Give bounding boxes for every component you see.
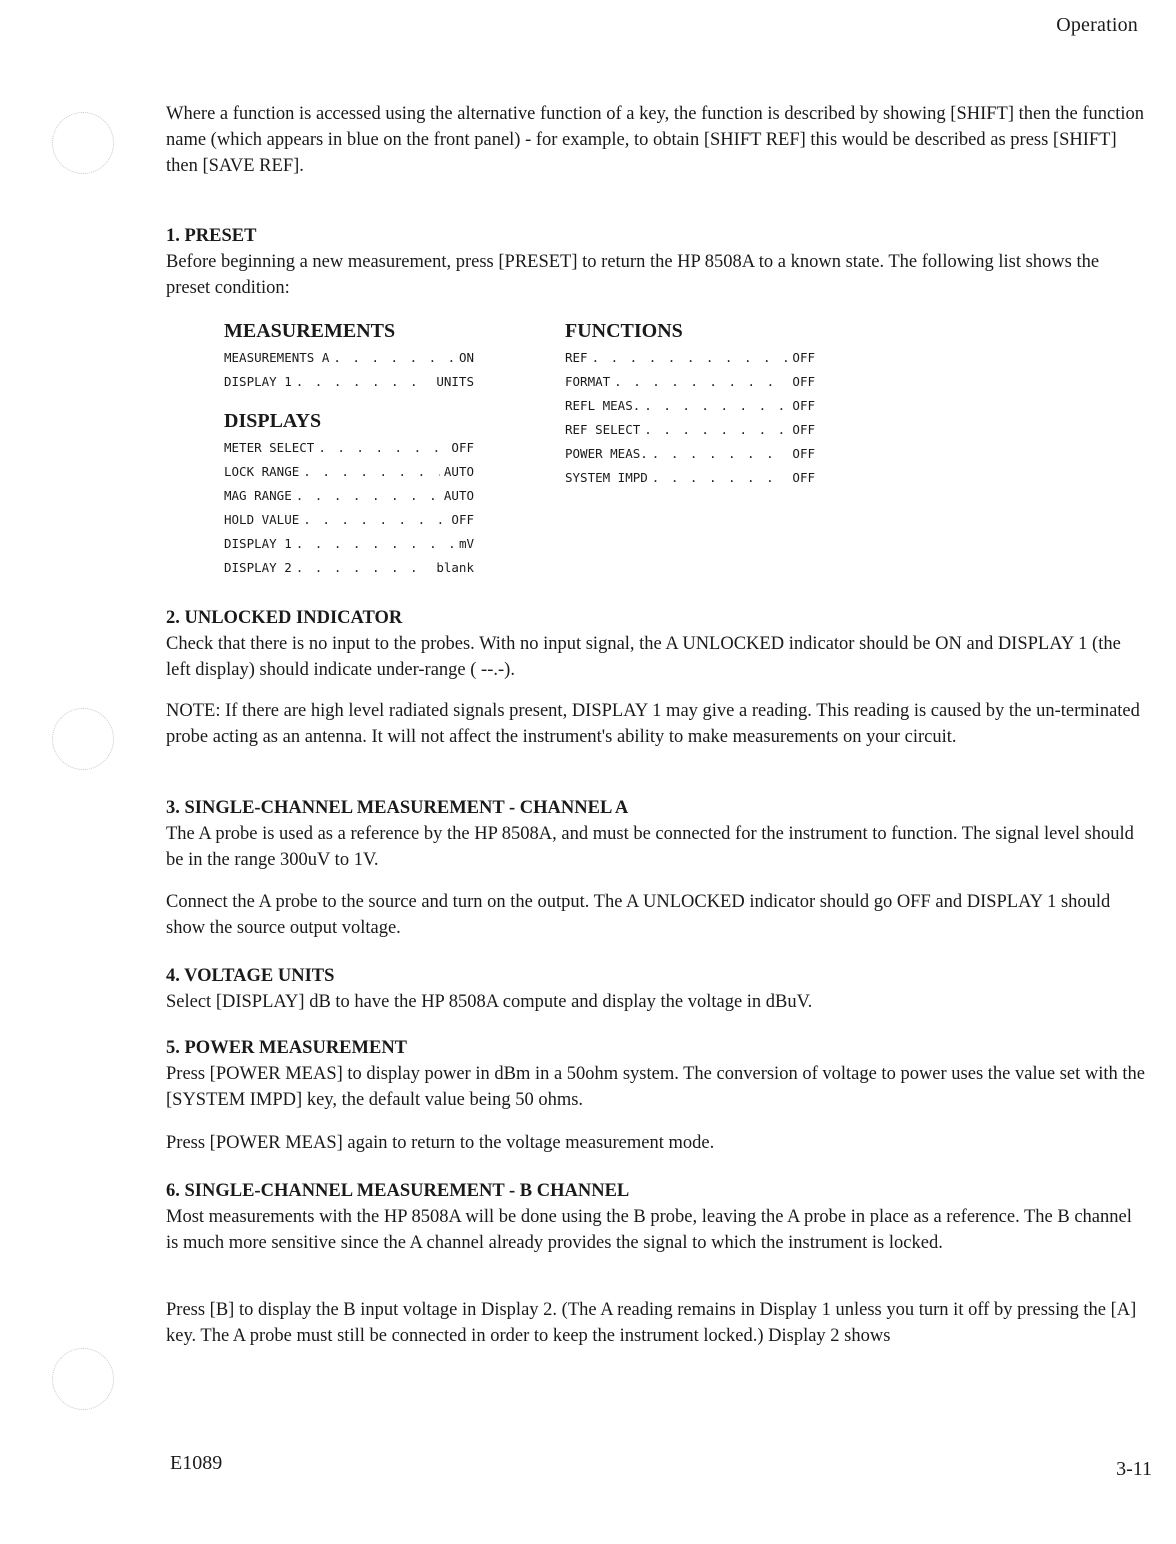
preset-entry (224, 436, 474, 460)
entry-name: POWER MEAS. (565, 446, 648, 461)
preset-entry (565, 442, 815, 466)
entry-name: REF (565, 350, 588, 365)
section-body: Press [B] to display the B input voltage in Display 2. (The A reading remains in Display 1 unless you turn it off by pressing the [A] key. The A probe must still be connected in order to keep the instrument locked.) Display 2 shows (166, 1300, 1137, 1346)
preset-entry (224, 508, 474, 532)
entry-value: mV (458, 536, 474, 551)
section-body: Select [DISPLAY] dB to have the HP 8508A compute and display the voltage in dBuV. (166, 992, 813, 1012)
section-channel-b (166, 1178, 1146, 1256)
binder-hole (52, 708, 114, 770)
section-title: 1. PRESET (166, 226, 257, 246)
section-unlocked-indicator (166, 605, 1146, 683)
entry-value: OFF (451, 440, 474, 455)
entry-value: AUTO (443, 488, 474, 503)
preset-entry (565, 370, 815, 394)
preset-entry (224, 532, 474, 556)
preset-entry (224, 370, 474, 394)
entry-name: LOCK RANGE (224, 464, 300, 479)
section-body: Check that there is no input to the probes. With no input signal, the A UNLOCKED indicator should be ON and DISPLAY 1 (the left display) should indicate under-range ( --.-). (166, 634, 1121, 680)
entry-value: OFF (792, 446, 815, 461)
section-body: The A probe is used as a reference by the HP 8508A, and must be connected for the instrument to function. The signal level should be in the range 300uV to 1V. (166, 824, 1134, 870)
section-voltage-units (166, 963, 1146, 1015)
section-title: 5. POWER MEASUREMENT (166, 1038, 408, 1058)
section-power-measurement (166, 1035, 1146, 1113)
entry-value: OFF (792, 470, 815, 485)
section-body: Press [POWER MEAS] again to return to the voltage measurement mode. (166, 1133, 715, 1153)
entry-value: UNITS (436, 374, 474, 389)
running-header: Operation (1056, 14, 1138, 36)
entry-name: REF SELECT (565, 422, 641, 437)
entry-name: DISPLAY 2 (224, 560, 292, 575)
section-body: Press [POWER MEAS] to display power in dBm in a 50ohm system. The conversion of voltage to power uses the value set with the [SYSTEM IMPD] key, the default value being 50 ohms. (166, 1064, 1145, 1110)
preset-entry (224, 460, 474, 484)
section-body: Connect the A probe to the source and turn on the output. The A UNLOCKED indicator should go OFF and DISPLAY 1 should show the source output voltage. (166, 892, 1111, 938)
intro-text: Where a function is accessed using the alternative function of a key, the function is described by showing [SHIFT] then the function name (which appears in blue on the front panel) - for example, to obtain [SHIFT REF] this would be described as press [SHIFT] then [SAVE REF]. (166, 104, 1144, 176)
section-title: 6. SINGLE-CHANNEL MEASUREMENT - B CHANNEL (166, 1181, 630, 1201)
section-title: 2. UNLOCKED INDICATOR (166, 608, 403, 628)
entry-name: DISPLAY 1 (224, 536, 292, 551)
preset-entry (565, 394, 815, 418)
preset-entry (565, 418, 815, 442)
entry-name: REFL MEAS. (565, 398, 641, 413)
entry-value: OFF (792, 398, 815, 413)
entry-value: OFF (792, 422, 815, 437)
section-power-measurement-continued (166, 1130, 1146, 1156)
preset-left-column (224, 318, 474, 580)
displays-heading: DISPLAYS (224, 410, 322, 432)
entry-name: DISPLAY 1 (224, 374, 292, 389)
preset-entry (224, 346, 474, 370)
section-channel-b-continued (166, 1297, 1146, 1349)
note-text: NOTE: If there are high level radiated signals present, DISPLAY 1 may give a reading. This reading is caused by the un-terminated probe acting as an antenna. It will not affect the instrument's ability to make measurements on your circuit. (166, 701, 1140, 747)
entry-name: FORMAT (565, 374, 611, 389)
entry-name: MEASUREMENTS A (224, 350, 330, 365)
entry-name: METER SELECT (224, 440, 315, 455)
section-body: Most measurements with the HP 8508A will be done using the B probe, leaving the A probe in place as a reference. The B channel is much more sensitive since the A channel already provides the signal to which the instrument is locked. (166, 1207, 1132, 1253)
entry-name: MAG RANGE (224, 488, 292, 503)
entry-value: OFF (792, 350, 815, 365)
note-paragraph (166, 698, 1146, 750)
binder-hole (52, 1348, 114, 1410)
entry-value: blank (436, 560, 474, 575)
preset-entry (565, 346, 815, 370)
section-preset (166, 223, 1146, 301)
section-channel-a (166, 795, 1146, 873)
document-id: E1089 (170, 1452, 223, 1474)
preset-entry (224, 556, 474, 580)
entry-value: OFF (451, 512, 474, 527)
preset-entry (224, 484, 474, 508)
entry-value: OFF (792, 374, 815, 389)
entry-name: SYSTEM IMPD (565, 470, 648, 485)
entry-value: ON (458, 350, 474, 365)
entry-value: AUTO (443, 464, 474, 479)
section-title: 4. VOLTAGE UNITS (166, 966, 335, 986)
entry-name: HOLD VALUE (224, 512, 300, 527)
section-channel-a-continued (166, 889, 1146, 941)
measurements-heading: MEASUREMENTS (224, 320, 396, 342)
preset-entry (565, 466, 815, 490)
binder-hole (52, 112, 114, 174)
functions-heading: FUNCTIONS (565, 320, 683, 342)
section-body: Before beginning a new measurement, press [PRESET] to return the HP 8508A to a known state. The following list shows the preset condition: (166, 252, 1100, 298)
section-title: 3. SINGLE-CHANNEL MEASUREMENT - CHANNEL A (166, 798, 629, 818)
intro-paragraph (166, 101, 1146, 179)
page-number: 3-11 (1116, 1458, 1152, 1480)
preset-right-column (565, 318, 815, 490)
